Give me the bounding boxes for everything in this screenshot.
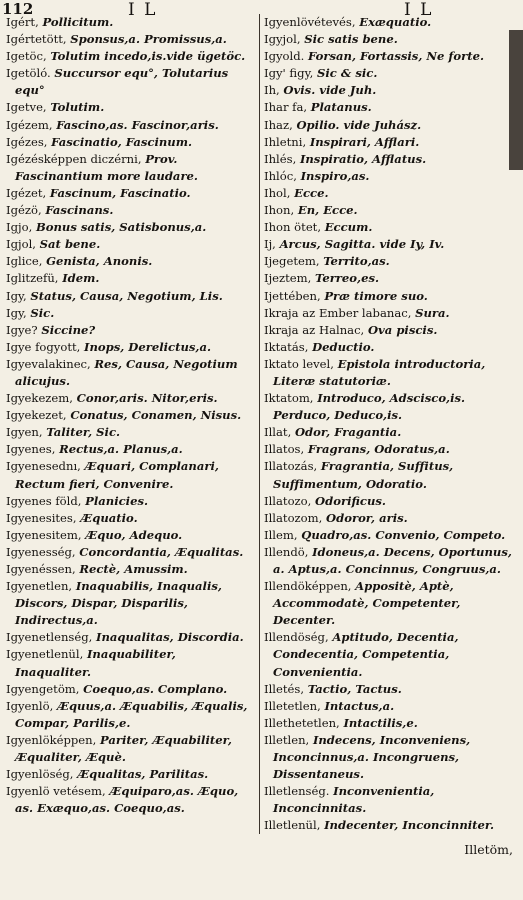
latin-gloss: Idem. [62,271,100,286]
headword: Illetetlen, [264,698,321,713]
headword: Ij, [264,237,276,252]
dictionary-entry [6,510,255,527]
dictionary-entry [264,117,512,134]
latin-gloss: Inspiro,as. [300,168,370,183]
latin-gloss: Eccum. [324,220,373,235]
dictionary-entry [264,715,512,732]
dictionary-entry [264,185,512,202]
latin-gloss: Exæquatio. [359,15,432,29]
latin-gloss: Fascinans. [45,203,114,218]
dictionary-entry [264,527,512,544]
page-number: 112 [2,0,34,18]
headword: Igetve, [6,100,47,115]
latin-gloss: Conatus, Conamen, Nisus. [70,408,242,423]
dictionary-entry [6,14,255,31]
latin-gloss: Deductio. [312,339,375,354]
dictionary-entry [6,458,255,492]
dictionary-entry [264,168,512,185]
dictionary-entry [264,544,512,578]
dictionary-entry [264,493,512,510]
headword: Iglitzefü, [6,271,59,286]
headword: Ijettében, [264,288,321,303]
latin-gloss: Æquiparo,as. Æquo, as. Exæquo,as. Coequo,as. [15,784,239,816]
headword: Illetlen, [264,732,310,747]
dictionary-entry [264,134,512,151]
latin-gloss: Ovis. vide Juh. [283,83,377,98]
latin-gloss: Introduco, Adscisco,is. Perduco, Deduco,is. [273,391,466,423]
headword: Igye fogyott, [6,339,81,354]
dictionary-entry [6,48,255,65]
latin-gloss: Res, Causa, Negotium alicujus. [15,356,238,388]
latin-gloss: Rectus,a. Planus,a. [59,442,183,457]
dictionary-entry [6,236,255,253]
dictionary-entry [6,578,255,629]
latin-gloss: Idoneus,a. Decens, Oportunus, a. Aptus,a. Concinnus, Congruus,a. [273,544,512,576]
headword: Illendöség, [264,630,329,645]
dictionary-entry [6,134,255,151]
dictionary-entry [264,424,512,441]
dictionary-entry [6,493,255,510]
dictionary-entry [6,356,255,390]
left-column [6,14,255,817]
dictionary-entry [264,458,512,492]
headword: Ihar fa, [264,100,308,115]
dictionary-entry [264,82,512,99]
headword: Igy' figy, [264,66,314,81]
latin-gloss: Siccine? [41,322,96,337]
headword: Igyenetlen, [6,579,73,594]
headword: Igyenlöség, [6,767,74,782]
dictionary-entry [264,151,512,168]
latin-gloss: Fascinum, Fascinatio. [49,185,191,200]
latin-gloss: Concordantia, Æqualitas. [79,544,244,559]
headword: Igyevalakinec, [6,356,91,371]
headword: Ikraja az Ember labanac, [264,305,412,320]
headword: Igy, [6,305,27,320]
dictionary-entry [264,219,512,236]
dictionary-entry [6,305,255,322]
headword: Ihletni, [264,134,307,149]
dictionary-entry [6,288,255,305]
headword: Igyekezet, [6,408,67,423]
latin-gloss: Sponsus,a. Promissus,a. [70,32,227,47]
latin-gloss: Aptitudo, Decentia, Condecentia, Competentia, Convenientia. [273,630,459,679]
running-head-right: I L [404,0,434,20]
dictionary-entry [264,322,512,339]
latin-gloss: Inaqualitas, Discordia. [96,630,244,645]
headword: Iktatom, [264,391,314,406]
dictionary-entry [6,407,255,424]
dictionary-entry [6,698,255,732]
latin-gloss: Fragrantia, Suffitus, Suffimentum, Odoratio. [273,459,454,491]
latin-gloss: Fascinatio, Fascinum. [51,134,193,149]
latin-gloss: Sura. [415,305,450,320]
headword: Ihon, [264,203,295,218]
headword: Igyenetlenül, [6,647,84,662]
dictionary-entry [264,339,512,356]
headword: Igézésképpen diczérni, [6,151,142,166]
running-head-left: I L [128,0,158,20]
latin-gloss: Succursor equ°, Tolutarius equ° [15,66,229,98]
dictionary-entry [6,783,255,817]
headword: Igyenesites, [6,510,77,525]
headword: Igyenlö, [6,698,54,713]
dictionary-entry [6,629,255,646]
dictionary-entry [6,99,255,116]
dictionary-entry [6,544,255,561]
dictionary-entry [264,236,512,253]
latin-gloss: Tolutim incedo,is.vide ügetöc. [50,49,246,64]
headword: Igért, [6,15,39,29]
latin-gloss: Præ timore suo. [324,288,428,303]
headword: Igyekezem, [6,391,73,406]
latin-gloss: Æquari, Complanari, Rectum fieri, Convenire. [15,459,219,491]
dictionary-entry [264,356,512,390]
latin-gloss: Intactilis,e. [343,715,418,730]
dictionary-entry [264,31,512,48]
dictionary-entry [264,14,512,31]
headword: Igy, [6,288,27,303]
dictionary-entry [6,424,255,441]
latin-gloss: Pollicitum. [42,15,114,29]
dictionary-entry [264,732,512,783]
latin-gloss: Genista, Anonis. [46,254,153,269]
dictionary-entry [6,441,255,458]
latin-gloss: Ecce. [294,185,329,200]
dictionary-entry [6,65,255,99]
headword: Igjo, [6,220,33,235]
headword: Igyold. [264,49,305,64]
latin-gloss: Platanus. [310,100,372,115]
latin-gloss: Tactio, Tactus. [307,681,402,696]
dictionary-entry [6,646,255,680]
headword: Illatos, [264,442,305,457]
dictionary-entry [6,390,255,407]
dictionary-entry [264,817,512,834]
dictionary-entry [6,681,255,698]
headword: Igyenesitem, [6,527,82,542]
headword: Igyenesednı, [6,459,81,474]
headword: Illetés, [264,681,305,696]
headword: Illatozás, [264,459,318,474]
dictionary-entry [264,253,512,270]
headword: Igetöló. [6,66,51,81]
latin-gloss: Bonus satis, Satisbonus,a. [35,220,207,235]
latin-gloss: Æquatio. [80,510,138,525]
latin-gloss: Inaquabilis, Inaqualis, Discors, Dispar, Disparilis, Indirectus,a. [15,579,222,628]
latin-gloss: Inspirari, Afflari. [309,134,420,149]
headword: Igézet, [6,185,47,200]
latin-gloss: Intactus,a. [324,698,395,713]
latin-gloss: Æquus,a. Æquabilis, Æqualis, Compar, Parilis,e. [15,698,248,730]
dictionary-entry [264,305,512,322]
latin-gloss: Prov. Fascinantium more laudare. [15,151,198,183]
latin-gloss: Fascino,as. Fascinor,aris. [56,117,219,132]
latin-gloss: Æqualitas, Parilitas. [77,767,209,782]
latin-gloss: Conor,aris. Nitor,eris. [76,391,218,406]
catchword: Illetöm, [464,842,513,857]
headword: Ihlés, [264,151,297,166]
headword: Illendöképpen, [264,579,352,594]
dictionary-entry [6,732,255,766]
dictionary-entry [264,629,512,680]
latin-gloss: Appositè, Aptè, Accommodatè, Competenter, Decenter. [273,579,461,628]
dictionary-entry [264,681,512,698]
headword: Igyenesség, [6,544,76,559]
headword: Illendö, [264,544,309,559]
dictionary-entry [264,48,512,65]
latin-gloss: Odoror, aris. [326,510,408,525]
latin-gloss: Fragrans, Odoratus,a. [307,442,450,457]
latin-gloss: Sic satis bene. [304,32,398,47]
headword: Iktatás, [264,339,309,354]
headword: Igyen, [6,425,43,440]
latin-gloss: Sic & sic. [316,66,378,81]
latin-gloss: Arcus, Sagitta. vide Iy, Iv. [279,237,445,252]
right-column [264,14,512,835]
latin-gloss: Odorificus. [315,493,386,508]
latin-gloss: Territo,as. [323,254,390,269]
dictionary-entry [6,185,255,202]
dictionary-entry [264,783,512,817]
headword: Illetlenség. [264,784,330,799]
headword: Illem, [264,527,298,542]
latin-gloss: Indecens, Inconveniens, Inconcinnus,a. Incongruens, Dissentaneus. [273,732,471,782]
headword: Illethetetlen, [264,715,340,730]
headword: Ijeztem, [264,271,312,286]
dictionary-entry [264,270,512,287]
column-divider [259,14,260,834]
latin-gloss: Tolutim. [50,100,105,115]
latin-gloss: Planicies. [85,493,149,508]
dictionary-entry [6,766,255,783]
latin-gloss: Epistola introductoria, Literæ statutoriæ. [273,356,486,388]
latin-gloss: Taliter, Sic. [46,425,121,440]
dictionary-entry [264,288,512,305]
dictionary-entry [264,65,512,82]
dictionary-entry [6,527,255,544]
latin-gloss: Opilio. vide Juhász. [296,117,422,132]
headword: Ih, [264,83,280,98]
headword: Ihlóc, [264,168,297,183]
headword: Ihaz, [264,117,293,132]
latin-gloss: Inconvenientia, Inconcinnitas. [273,784,435,816]
dictionary-entry [6,202,255,219]
headword: Ihol, [264,185,291,200]
dictionary-entry [264,99,512,116]
headword: Igyenes, [6,442,56,457]
dictionary-entry [264,441,512,458]
headword: Iktato level, [264,356,334,371]
headword: Igyenlöképpen, [6,732,97,747]
latin-gloss: Status, Causa, Negotium, Lis. [30,288,223,303]
dictionary-entry [264,510,512,527]
headword: Igyenlö vetésem, [6,784,106,799]
dictionary-entry [6,219,255,236]
latin-gloss: Coequo,as. Complano. [83,681,228,696]
dictionary-entry [264,202,512,219]
headword: Igyengetöm, [6,681,80,696]
latin-gloss: Odor, Fragantia. [294,425,402,440]
headword: Igézes, [6,134,48,149]
latin-gloss: Inspiratio, Afflatus. [299,151,427,166]
headword: Igyenetlenség, [6,630,93,645]
latin-gloss: Inops, Derelictus,a. [84,339,211,354]
dictionary-entry [6,151,255,185]
dictionary-entry [264,698,512,715]
latin-gloss: Indecenter, Inconcinniter. [324,818,494,833]
dictionary-entry [6,339,255,356]
latin-gloss: En, Ecce. [297,203,358,218]
headword: Illatozo, [264,493,312,508]
headword: Igyjol, [264,32,301,47]
headword: Igézem, [6,117,53,132]
dictionary-entry [6,117,255,134]
dictionary-entry [264,578,512,629]
dictionary-entry [6,253,255,270]
headword: Igetöc, [6,49,47,64]
latin-gloss: Terreo,es. [315,271,380,286]
latin-gloss: Inaquabiliter, Inaqualiter. [15,647,176,679]
headword: Igyenéssen, [6,562,76,576]
latin-gloss: Sic. [30,305,55,320]
latin-gloss: Pariter, Æquabiliter, Æqualiter, Æquè. [15,732,232,765]
latin-gloss: Quadro,as. Convenio, Competo. [301,527,506,542]
headword: Ikraja az Halnac, [264,322,365,337]
dictionary-entry [264,390,512,424]
dictionary-entry [6,31,255,48]
headword: Igézö, [6,203,42,218]
latin-gloss: Rectè, Amussim. [79,562,188,576]
headword: Ijegetem, [264,254,320,269]
headword: Ihon ötet, [264,220,322,235]
headword: Illat, [264,425,292,440]
headword: Iglice, [6,254,43,269]
headword: Igyenlövétevés, [264,15,356,29]
headword: Igye? [6,322,38,337]
latin-gloss: Ova piscis. [367,322,438,337]
dictionary-entry [6,322,255,339]
dictionary-entry [6,561,255,578]
headword: Illatozom, [264,510,323,525]
headword: Igyenes föld, [6,493,82,508]
headword: Illetlenül, [264,818,321,833]
headword: Igjol, [6,237,36,252]
latin-gloss: Sat bene. [39,237,101,252]
headword: Igértetött, [6,32,67,47]
latin-gloss: Æquo, Adequo. [85,527,183,542]
dictionary-entry [6,270,255,287]
latin-gloss: Forsan, Fortassis, Ne forte. [308,49,484,64]
